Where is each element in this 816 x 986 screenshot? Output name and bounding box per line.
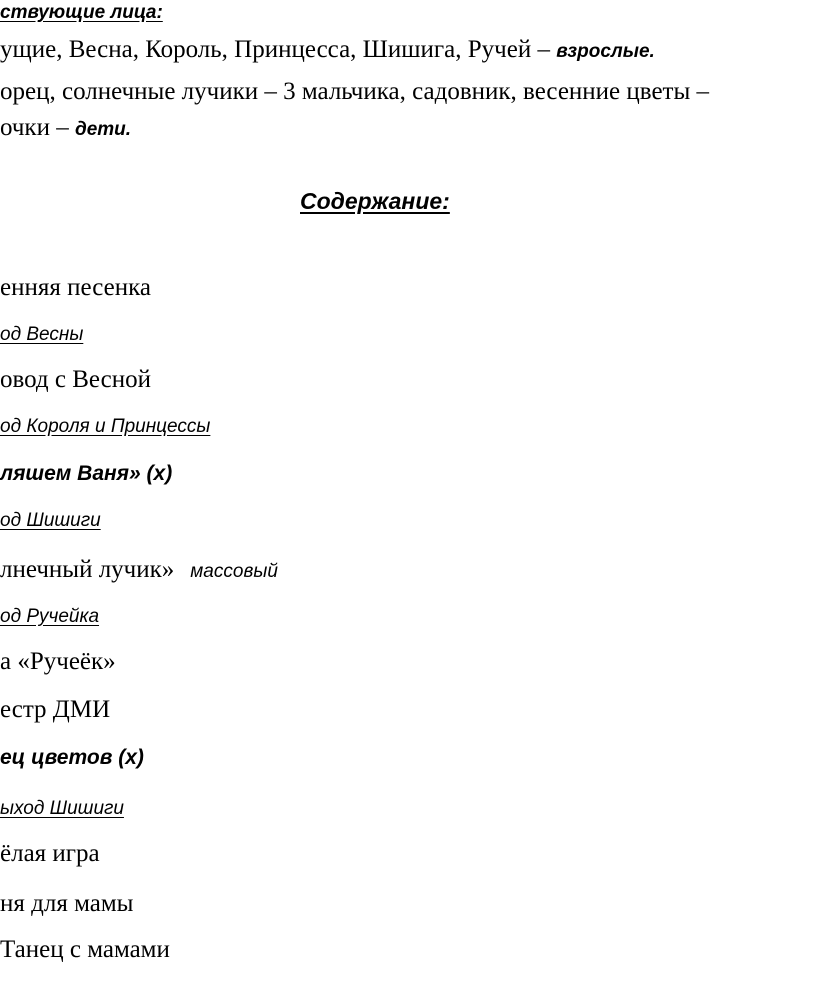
cast-adults-role: взрослые. — [556, 41, 655, 62]
cast-children-line-2 — [0, 114, 131, 142]
cast-children-line: орец, солнечные лучики – 3 мальчика, садовник, весенние цветы – — [0, 78, 710, 105]
contents-title: Содержание: — [300, 188, 450, 214]
cast-heading: ствующие лица: — [0, 2, 163, 23]
list-item: од Шишиги — [0, 510, 101, 531]
list-item: ыход Шишиги — [0, 798, 124, 819]
cast-adults-line — [0, 36, 655, 64]
list-item: а «Ручеёк» — [0, 648, 116, 675]
list-item: естр ДМИ — [0, 696, 111, 723]
cast-adults-text: ущие, Весна, Король, Принцесса, Шишига, Ручей – — [0, 36, 557, 63]
list-item-text: лнечный лучик» — [0, 556, 175, 583]
cast-children-role: дети. — [74, 119, 132, 140]
list-item: од Весны — [0, 324, 84, 345]
cast-children-text: очки – — [0, 114, 75, 141]
list-item: од Короля и Принцессы — [0, 416, 211, 437]
list-item: ня для мамы — [0, 890, 134, 917]
list-item: ец цветов (х) — [0, 746, 144, 769]
list-item: Танец с мамами — [0, 936, 170, 963]
list-item — [0, 556, 278, 584]
list-item: овод с Весной — [0, 366, 151, 393]
list-item: од Ручейка — [0, 606, 100, 627]
list-item: ляшем Ваня» (х) — [0, 462, 173, 485]
list-item-note: массовый — [190, 561, 278, 582]
list-item: ёлая игра — [0, 840, 100, 867]
list-item: енняя песенка — [0, 274, 151, 301]
